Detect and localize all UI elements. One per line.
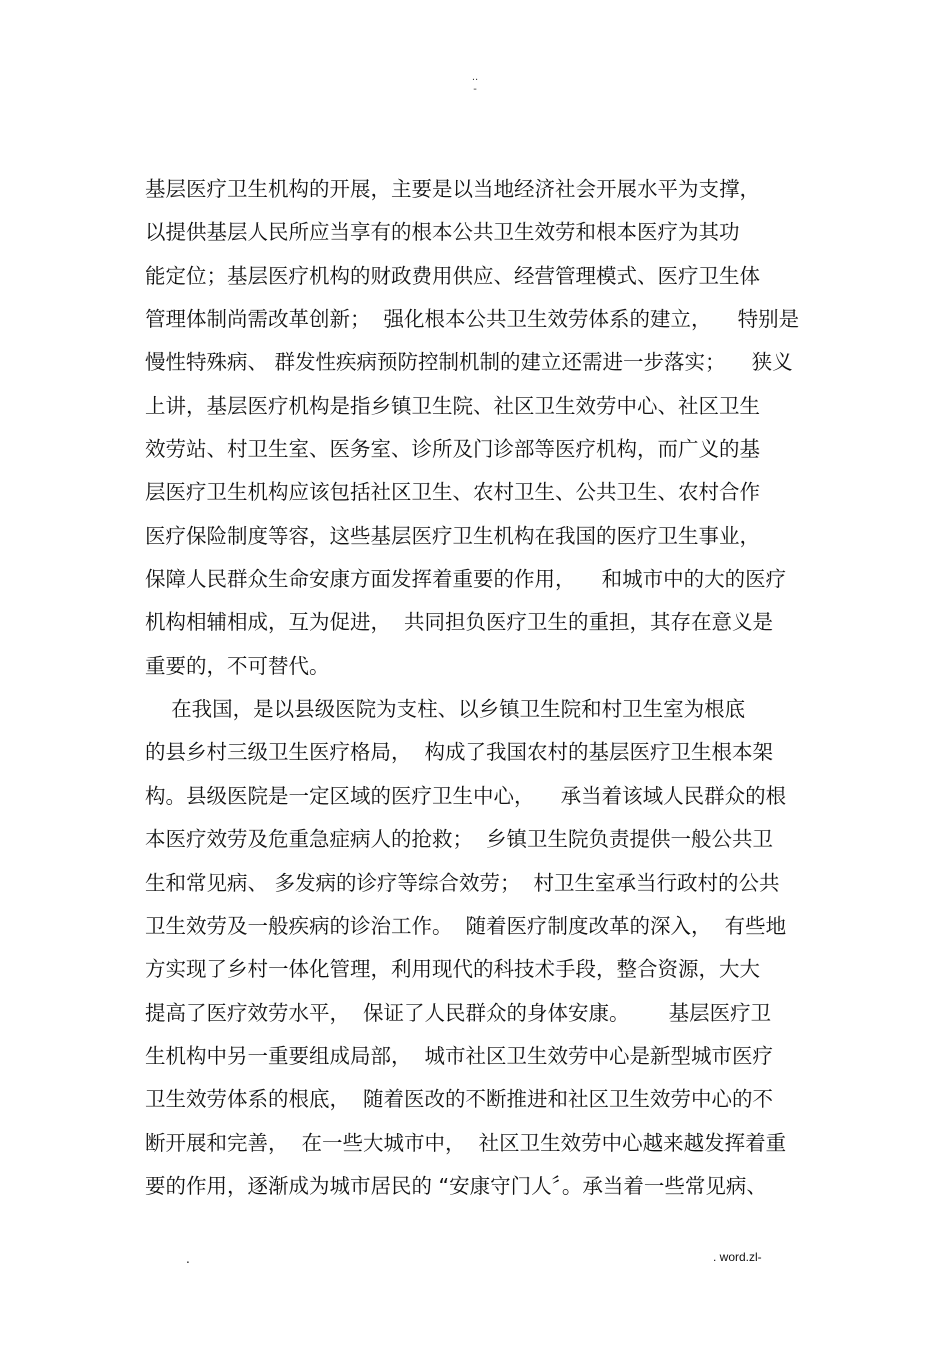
text-line: 方实现了乡村一体化管理，利用现代的科技术手段，整合资源，大大 bbox=[145, 957, 760, 982]
document-body bbox=[145, 168, 825, 1208]
text-line: 基层医疗卫生机构的开展，主要是以当地经济社会开展水平为支撑， bbox=[145, 177, 760, 201]
header-mark-dash: - bbox=[473, 84, 477, 95]
text-line: 断开展和完善， 在一些大城市中， 社区卫生效劳中心越来越发挥着重 bbox=[145, 1130, 787, 1155]
text-line: 在我国，是以县级医院为支柱、以乡镇卫生院和村卫生室为根底 bbox=[145, 697, 746, 722]
text-line: 层医疗卫生机构应该包括社区卫生、农村卫生、公共卫生、农村合作 bbox=[145, 480, 760, 505]
text-line: 慢性特殊病、 群发性疾病预防控制机制的建立还需进一步落实； 狭义 bbox=[145, 350, 793, 375]
text-line: 要的作用，逐渐成为城市居民的 “安康守门人〞。承当着一些常见病、 bbox=[145, 1173, 767, 1198]
text-line: 生和常见病、 多发病的诊疗等综合效劳； 村卫生室承当行政村的公共 bbox=[145, 870, 780, 895]
text-line: 医疗保险制度等容，这些基层医疗卫生机构在我国的医疗卫生事业， bbox=[145, 523, 760, 548]
text-line: 生机构中另一重要组成局部， 城市社区卫生效劳中心是新型城市医疗 bbox=[145, 1043, 774, 1068]
text-line: 上讲，基层医疗机构是指乡镇卫生院、社区卫生效劳中心、社区卫生 bbox=[145, 393, 760, 418]
text-line: 管理体制尚需改革创新； 强化根本公共卫生效劳体系的建立， 特别是 bbox=[145, 307, 800, 332]
text-line: 以提供基层人民所应当享有的根本公共卫生效劳和根本医疗为其功 bbox=[145, 220, 740, 245]
text-line: 机构相辅相成，互为促进， 共同担负医疗卫生的重担，其存在意义是 bbox=[145, 610, 774, 635]
text-line: 的县乡村三级卫生医疗格局， 构成了我国农村的基层医疗卫生根本架 bbox=[145, 740, 774, 765]
text-line: 提高了医疗效劳水平， 保证了人民群众的身体安康。 基层医疗卫 bbox=[145, 1000, 772, 1025]
text-line: 重要的，不可替代。 bbox=[145, 653, 330, 678]
text-line: 卫生效劳体系的根底， 随着医改的不断推进和社区卫生效劳中心的不 bbox=[145, 1087, 774, 1112]
footer-left-mark: . bbox=[186, 1252, 190, 1266]
text-line: 效劳站、村卫生室、医务室、诊所及门诊部等医疗机构，而广义的基 bbox=[145, 437, 760, 462]
text-line: 卫生效劳及一般疾病的诊治工作。 随着医疗制度改革的深入， 有些地 bbox=[145, 913, 787, 938]
text-line: 构。县级医院是一定区域的医疗卫生中心， 承当着该域人民群众的根 bbox=[145, 783, 787, 808]
header-mark: .. bbox=[471, 72, 479, 83]
footer-watermark: . word.zl- bbox=[713, 1250, 762, 1264]
text-line: 能定位；基层医疗机构的财政费用供应、经营管理模式、医疗卫生体 bbox=[145, 263, 760, 288]
text-line: 本医疗效劳及危重急症病人的抢救； 乡镇卫生院负责提供一般公共卫 bbox=[145, 827, 774, 852]
text-line: 保障人民群众生命安康方面发挥着重要的作用， 和城市中的大的医疗 bbox=[145, 567, 787, 592]
